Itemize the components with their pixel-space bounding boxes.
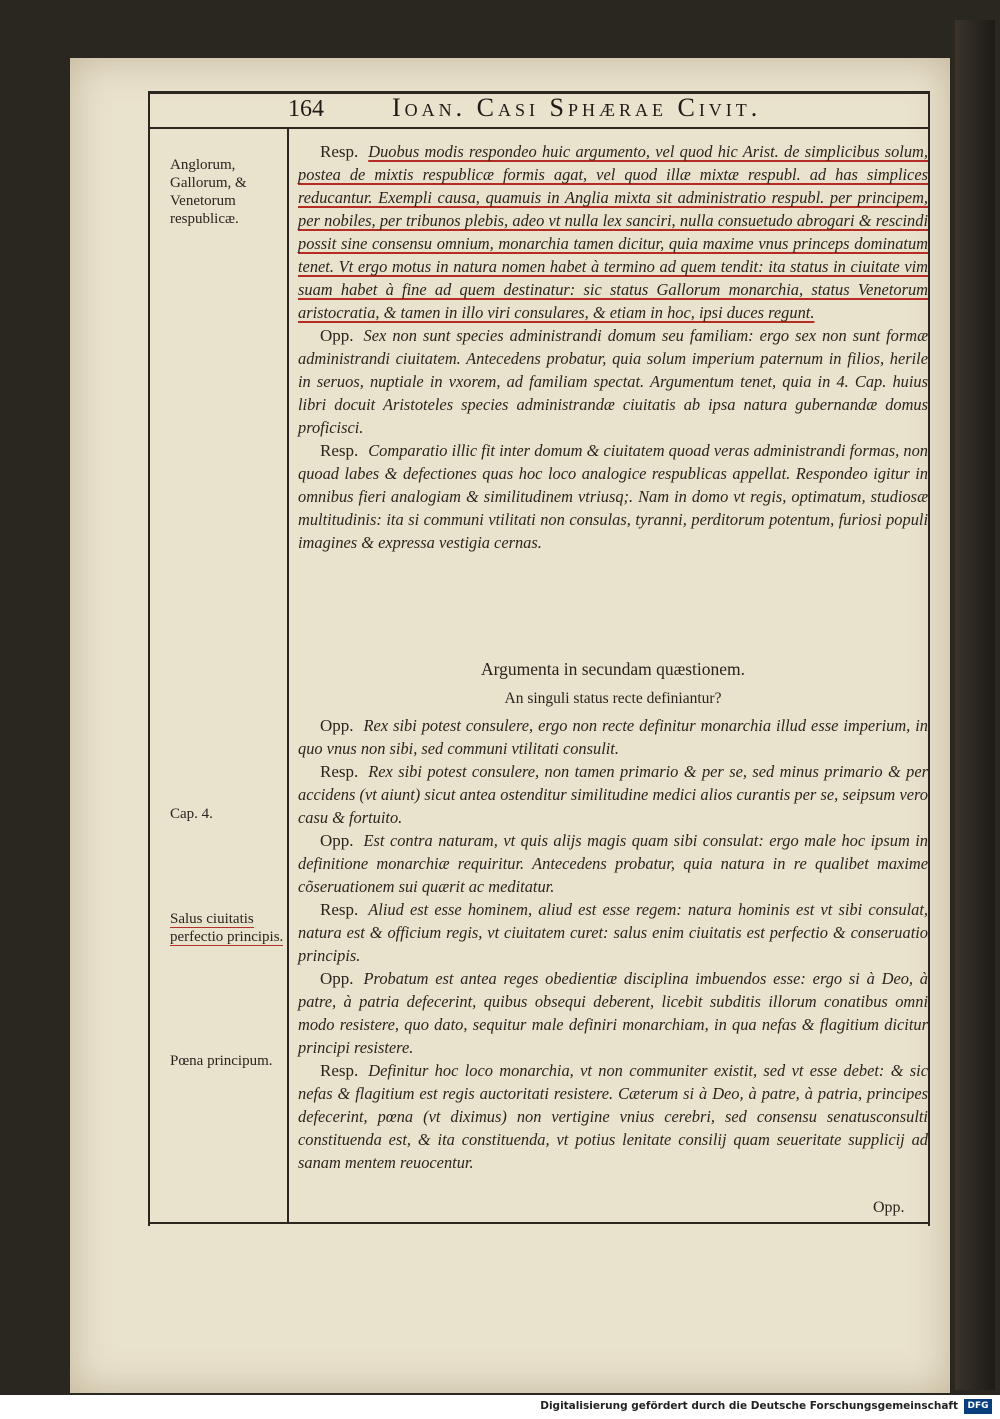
paragraph-text: Definitur hoc loco monarchia, vt non communiter existit, sed vt esse debet: & sic nefas & flagitium est regis auctoritati resistere. Cæterum si à Deo, à patre, à patria, principes defecerint, pœna (vt diximus) non vertigine vnius cerebri, sed consensu senatusconsulti constituenda est, & ita constituenda, vt potius lenitate consilij quam seueritate supplicij ad sanam mentem reuocentur. bbox=[298, 1061, 928, 1172]
running-title: Ioan. Casi Sphærae Civit. bbox=[392, 93, 762, 122]
body-block-first bbox=[298, 140, 928, 554]
dfg-logo: DFG bbox=[964, 1399, 992, 1414]
section-heading: Argumenta in secundam quæstionem. bbox=[480, 659, 746, 679]
column-divider-rule bbox=[287, 127, 289, 1222]
margin-note-poena: Pœna principum. bbox=[170, 1053, 273, 1069]
paragraph-resp-1 bbox=[298, 140, 928, 324]
left-frame-rule bbox=[148, 91, 150, 1226]
paragraph-label: Resp. bbox=[320, 441, 359, 460]
paragraph-label: Resp. bbox=[320, 900, 359, 919]
margin-note-cap4: Cap. 4. bbox=[170, 806, 213, 822]
paragraph-label: Opp. bbox=[320, 716, 354, 735]
paragraph-resp-4 bbox=[298, 898, 928, 967]
paragraph-text: Rex sibi potest consulere, non tamen primario & per se, sed minus primario & per accidens (vt aiunt) sicut antea ostenditur similitudine medici alios curantis per se, seipsum vero casu & fortuito. bbox=[298, 762, 928, 827]
section-subheading: An singuli status recte definiantur? bbox=[504, 690, 722, 707]
paragraph-resp-2 bbox=[298, 439, 928, 554]
paragraph-label: Resp. bbox=[320, 762, 359, 781]
right-frame-rule bbox=[928, 91, 930, 1226]
paragraph-opp-2 bbox=[298, 714, 928, 760]
margin-note-salus-text: Salus ciuitatis perfectio principis. bbox=[170, 911, 284, 945]
body-block-second bbox=[298, 714, 928, 1174]
paragraph-opp-4 bbox=[298, 967, 928, 1059]
header-rule bbox=[148, 127, 930, 129]
paragraph-text: Duobus modis respondeo huic argumento, vel quod hic Arist. de simplicibus solum, postea de mixtis respublicæ formis agat, vel quod illæ mixtæ respubl. ad has simplices reducantur. Exempli causa, quamuis in Anglia mixta sit administratio respubl. per principem, per nobiles, per tribunos plebis, adeo vt nulla lex sanciri, nulla consuetudo abrogari & rescindi possit sine consensu omnium, monarchia tamen dicitur, quia maxime vnus princeps dominatum tenet. Vt ergo motus in natura nomen habet à termino ad quem tendit: ita status in ciuitate vim suam habet à fine ad quem destinatur: sic status Gallorum monarchia, status Venetorum aristocratia, & tamen in illo viri consulares, & etiam in hoc, ipsi duces regunt. bbox=[298, 142, 928, 322]
paragraph-text: Sex non sunt species administrandi domum seu familiam: ergo sex non sunt formæ administrandi ciuitatem. Antecedens probatur, quia solum imperium paternum in filios, herile in seruos, nuptiale in vxorem, ad familiam spectat. Argumentum tenet, quia in 4. Cap. huius libri docuit Aristoteles species administrandæ ciuitatis ab ipsa natura gubernandæ domus proficisci. bbox=[298, 326, 928, 437]
page-number: 164 bbox=[288, 96, 324, 122]
paragraph-resp-3 bbox=[298, 760, 928, 829]
paragraph-label: Opp. bbox=[320, 831, 354, 850]
paragraph-label: Opp. bbox=[320, 326, 354, 345]
paragraph-text: Est contra naturam, vt quis alijs magis quam sibi consulat: ergo male hoc ipsum in definitione monarchiæ requiritur. Antecedens probatur, quia natura in re qualibet maxime cõseruationem sui quærit ac meditatur. bbox=[298, 831, 928, 896]
paragraph-opp-3 bbox=[298, 829, 928, 898]
paragraph-opp-1 bbox=[298, 324, 928, 439]
margin-note-anglorum: Anglorum, Gallorum, & Venetorum respublicæ. bbox=[170, 157, 247, 227]
book-spine bbox=[955, 20, 995, 1390]
bottom-rule bbox=[148, 1222, 930, 1224]
footer-credit: Digitalisierung gefördert durch die Deutsche Forschungsgemeinschaft bbox=[540, 1400, 958, 1412]
paragraph-label: Opp. bbox=[320, 969, 354, 988]
paragraph-text: Comparatio illic fit inter domum & ciuitatem quoad veras administrandi formas, non quoad labes & defectiones quas hoc loco analogice respublicas appellat. Respondeo igitur in omnibus fieri analogiam & similitudinem vtriusq;. Nam in domo vt regis, optimatum, studiosæ multitudinis: ita si communi vtilitati non consulas, tyranni, perditorum potentum, furiosi populi imagines & expressa vestigia cernas. bbox=[298, 441, 928, 552]
catchword: Opp. bbox=[873, 1199, 905, 1216]
paragraph-text: Aliud est esse hominem, aliud est esse regem: natura hominis est vt sibi consulat, natura est & officium regis, vt ciuitatem curet: salus enim ciuitatis est perfectio & conseruatio principis. bbox=[298, 900, 928, 965]
paragraph-label: Resp. bbox=[320, 1061, 359, 1080]
paragraph-resp-5 bbox=[298, 1059, 928, 1174]
paragraph-text: Probatum est antea reges obedientiæ disciplina imbuendos esse: ergo si à Deo, à patre, à patria defecerint, quibus obsequi deberent, licebit subditis illorum conatibus omni modo resistere, quo dato, sequitur male definiri monarchiam, in qua nefas & flagitium dicitur principi resistere. bbox=[298, 969, 928, 1057]
paragraph-text: Rex sibi potest consulere, ergo non recte definitur monarchia illud esse imperium, in quo vnus non sibi, sed communi vtilitati consulit. bbox=[298, 716, 928, 758]
footer-bar bbox=[0, 1395, 1000, 1419]
margin-note-salus bbox=[170, 910, 285, 946]
paragraph-label: Resp. bbox=[320, 142, 359, 161]
